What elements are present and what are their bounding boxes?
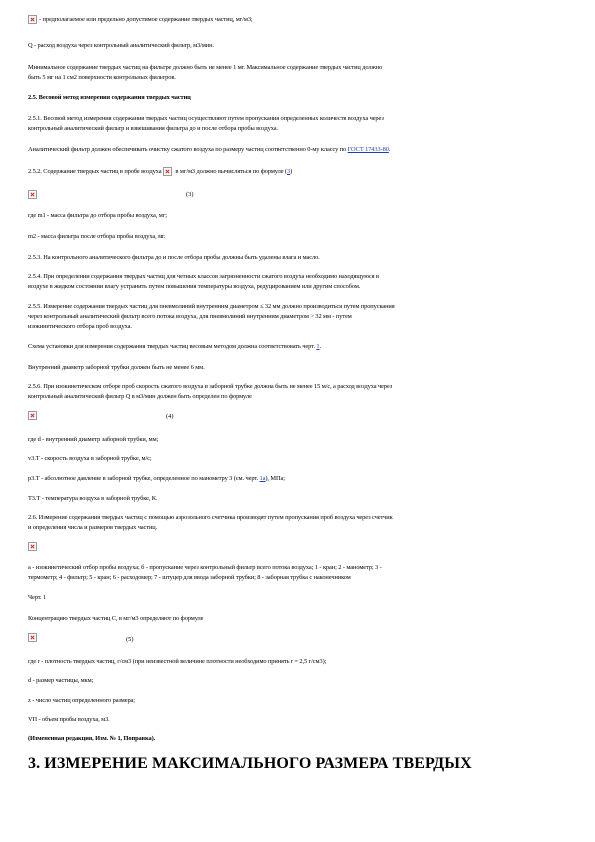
text-line: контрольный аналитический фильтр Q в м3/мин должен быть определен по формуле	[28, 393, 252, 400]
text-line: через контрольный аналитический фильтр всего потока воздуха, для пневмолиний внутренним диаметром > 32 мм - путем	[28, 313, 352, 320]
text-line: 2.5.3. На контрольного аналитического фильтра до и после отбора пробы должны быть удалены влага и масло.	[28, 254, 320, 261]
figure-image-placeholder	[28, 542, 39, 551]
text-line: p3.Т - абсолютное давление в заборной трубке, определенное по манометру 3 (см. черт. 1а), МПа;	[28, 475, 285, 482]
figure-caption: термометр; 4 - фильтр; 5 - кран; 6 - расходомер; 7 - штуцер для ввода заборной трубки; 8 - заборная трубка с наконечником	[28, 574, 351, 581]
formula-image-placeholder	[28, 411, 39, 420]
broken-image-icon	[28, 633, 37, 642]
chapter-heading: 3. ИЗМЕРЕНИЕ МАКСИМАЛЬНОГО РАЗМЕРА ТВЕРДЫХ	[28, 755, 472, 772]
text-line: Q - расход воздуха через контрольный аналитический фильтр, м3/мин.	[28, 42, 214, 49]
figure-link[interactable]: 1	[316, 343, 320, 350]
text-line: m2 - масса фильтра после отбора пробы воздуха, мг.	[28, 233, 166, 240]
text-line: контрольный аналитический фильтр и взвешивания фильтра до и после отбора пробы воздуха.	[28, 125, 278, 132]
text-line: d - размер частицы, мкм;	[28, 677, 94, 684]
broken-image-icon	[28, 411, 37, 420]
text-line: 2.6. Измерение содержания твердых частиц с помощью аэрозольного счетчика производят путем пропускания проб воздуха через счетчик	[28, 514, 393, 521]
text-line: где m1 - масса фильтра до отбора пробы воздуха, мг;	[28, 212, 167, 219]
text-line: воздухе в жидком состоянии влагу устранить путем повышения температуры воздуха, редуцированием или другим способом.	[28, 283, 361, 290]
equation-number: (3)	[186, 191, 194, 198]
text-line: Минимальное содержание твердых частиц на фильтре должно быть не менее 1 мг. Максимальное содержание твердых частиц должно	[28, 64, 383, 71]
figure-caption: а - изокинетический отбор пробы воздуха; б - пропускание через контрольный фильтр всего потока воздуха; 1 - кран; 2 - манометр; 3 -	[28, 564, 382, 571]
amendment-note: (Измененная редакция, Изм. № 1, Поправка).	[28, 735, 156, 742]
text-line: изокинетического отбора проб воздуха.	[28, 323, 132, 330]
section-heading: 2.5. Весовой метод измерения содержания твердых частиц	[28, 94, 191, 101]
text-line: и определения числа и размеров твердых частиц.	[28, 524, 158, 531]
formula-image-placeholder	[28, 190, 39, 199]
broken-image-icon	[28, 15, 37, 24]
figure-link[interactable]: 1а	[259, 475, 266, 482]
text-line: где r - плотность твердых частиц, г/см3 (при неизвестной величине плотности необходимо принять r = 2,5 г/см3);	[28, 658, 327, 665]
broken-image-icon	[28, 190, 37, 199]
text-line: Схема установки для измерения содержания твердых частиц весовым методом должна соответствовать черт. 1.	[28, 343, 321, 350]
text-line: v3.Т - скорость воздуха в заборной трубке, м/с;	[28, 455, 152, 462]
text-line: 2.5.1. Весовой метод измерения содержания твердых частиц осуществляют путем пропускания определенных количеств воздуха через	[28, 115, 384, 122]
text-line: - предполагаемое или предельно допустимое содержание твердых частиц, мг/м3;	[28, 14, 253, 26]
formula-link[interactable]: 3	[286, 168, 291, 175]
text-line: Аналитический фильтр должен обеспечивать очистку сжатого воздуха по размеру частиц соответственно 0-му классу по ГОСТ 17433-80.	[28, 146, 391, 153]
text-line: Концентрацию твердых частиц С, в мг/м3 определяют по формуле	[28, 615, 204, 622]
text-line: где d - внутренний диаметр заборной трубки, мм;	[28, 436, 159, 443]
gost-link[interactable]: ГОСТ 17433-80	[347, 146, 389, 153]
equation-number: (5)	[126, 636, 134, 643]
broken-image-icon	[28, 542, 37, 551]
text-line: Т3.Т - температура воздуха в заборной трубке, К.	[28, 495, 158, 502]
text-line: быть 5 мг на 1 см2 поверхности контрольных фильтров.	[28, 74, 176, 81]
formula-image-placeholder	[28, 633, 39, 642]
text-line: 2.5.2. Содержание твердых частиц в пробе воздуха в мг/м3 должно вычисляться по формуле (3)	[28, 168, 293, 175]
text-line: 2.5.6. При изокинетическом отборе проб скорость сжатого воздуха в заборной трубке должна быть не менее 15 м/с, а расход воздуха через	[28, 383, 393, 390]
broken-image-icon	[163, 167, 172, 176]
figure-label: Черт. 1	[28, 594, 47, 601]
equation-number: (4)	[166, 413, 174, 420]
text-line: 2.5.4. При определении содержания твердых частиц для четных классов загрязненности сжатого воздуха необходимо находящуюся в	[28, 273, 379, 280]
text-line: Внутренний диаметр заборной трубки должен быть не менее 6 мм.	[28, 364, 205, 371]
text-line: 2.5.5. Измерение содержания твердых частиц для пневмолиний внутренним диаметром ≤ 32 мм должно производиться путем пропускания	[28, 303, 395, 310]
text-line: VП - объем пробы воздуха, м3.	[28, 716, 110, 723]
text-line: z - число частиц определенного размера;	[28, 697, 135, 704]
